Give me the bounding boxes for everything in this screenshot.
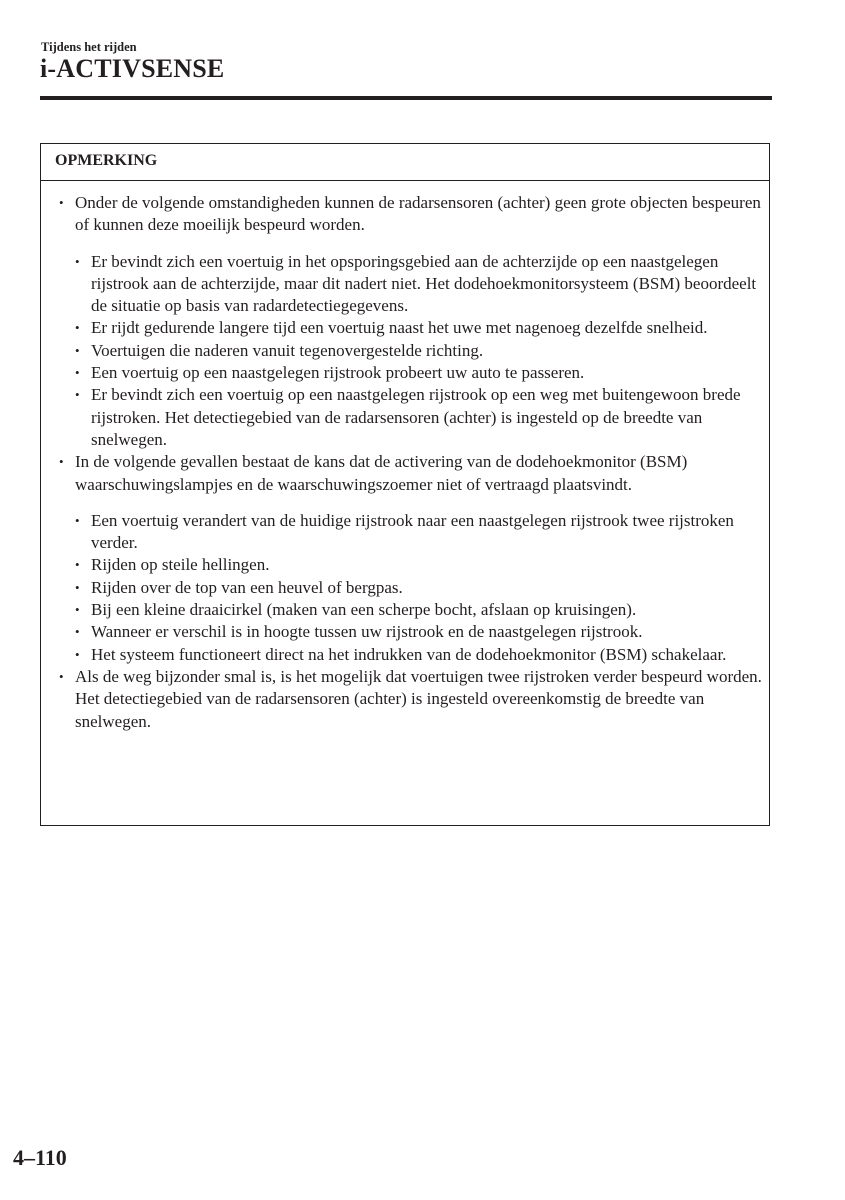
note-subitem (75, 510, 764, 555)
bullet-icon: • (75, 579, 80, 595)
bullet-icon: • (75, 602, 80, 618)
bullet-icon: • (75, 253, 80, 269)
note-subitem (75, 554, 764, 576)
bullet-icon: • (75, 365, 80, 381)
chapter-title: i-ACTIVSENSE (40, 54, 225, 83)
note-subitem-text: Er bevindt zich een voertuig in het opsporingsgebied aan de achterzijde op een naastgelegen rijstrook aan de achterzijde, maar dit nadert niet. Het dodehoekmonitorsysteem (BSM) beoordeelt de situatie op basis van radardetectiegegevens. (91, 251, 757, 316)
note-subitem (75, 340, 764, 362)
bullet-icon: • (75, 512, 80, 528)
note-subitem (75, 251, 764, 318)
note-subitem-text: Er bevindt zich een voertuig op een naastgelegen rijstrook op een weg met buitengewoon brede rijstroken. Het detectiegebied van de radarsensoren (achter) is ingesteld op de breedte van snelwegen. (91, 385, 741, 449)
bullet-icon: • (59, 668, 64, 684)
header-rule (40, 96, 772, 100)
section-label: Tijdens het rijden (41, 40, 137, 54)
bullet-icon: • (75, 387, 80, 403)
note-box (40, 143, 770, 826)
note-subitem-text: Een voertuig verandert van de huidige rijstrook naar een naastgelegen rijstrook twee rijstroken verder. (91, 510, 734, 553)
note-sublist (75, 510, 764, 666)
note-subitem-text: Voertuigen die naderen vanuit tegenovergestelde richting. (91, 340, 484, 360)
note-item-text: Onder de volgende omstandigheden kunnen de radarsensoren (achter) geen grote objecten bespeuren of kunnen deze moeilijk bespeurd worden. (75, 193, 761, 235)
note-subitem (75, 577, 764, 599)
bullet-icon: • (75, 320, 80, 336)
note-subitem-text: Wanneer er verschil is in hoogte tussen uw rijstrook en de naastgelegen rijstrook. (91, 622, 643, 642)
note-item (59, 666, 764, 733)
note-title: OPMERKING (41, 144, 769, 181)
bullet-icon: • (59, 454, 64, 470)
note-subitem-text: Het systeem functioneert direct na het indrukken van de dodehoekmonitor (BSM) schakelaar. (91, 644, 727, 664)
bullet-icon: • (59, 195, 64, 210)
note-subitem-text: Een voertuig op een naastgelegen rijstrook probeert uw auto te passeren. (91, 363, 585, 383)
note-item-text: In de volgende gevallen bestaat de kans dat de activering van de dodehoekmonitor (BSM) waarschuwingslampjes en de waarschuwingszoemer niet of vertraagd plaatsvindt. (75, 452, 688, 494)
note-subitem-text: Rijden op steile hellingen. (91, 555, 270, 575)
page-number: 4–110 (13, 1145, 67, 1170)
note-subitem (75, 644, 764, 666)
note-sublist (75, 251, 764, 452)
note-body (59, 192, 764, 733)
note-subitem (75, 621, 764, 643)
note-list (59, 192, 764, 733)
note-subitem (75, 317, 764, 339)
note-item (59, 192, 764, 451)
note-subitem-text: Rijden over de top van een heuvel of bergpas. (91, 577, 403, 597)
bullet-icon: • (75, 646, 80, 662)
note-subitem (75, 599, 764, 621)
bullet-icon: • (75, 342, 80, 358)
note-item-text: Als de weg bijzonder smal is, is het mogelijk dat voertuigen twee rijstroken verder bespeurd worden. Het detectiegebied van de radarsensoren (achter) is ingesteld overeenkomstig de breedte van snelwegen. (75, 666, 762, 731)
note-subitem (75, 362, 764, 384)
bullet-icon: • (75, 624, 80, 640)
note-subitem (75, 384, 764, 451)
note-subitem-text: Bij een kleine draaicirkel (maken van een scherpe bocht, afslaan op kruisingen). (91, 600, 637, 620)
note-subitem-text: Er rijdt gedurende langere tijd een voertuig naast het uwe met nagenoeg dezelfde snelheid. (91, 318, 708, 338)
note-item (59, 451, 764, 666)
bullet-icon: • (75, 557, 80, 573)
